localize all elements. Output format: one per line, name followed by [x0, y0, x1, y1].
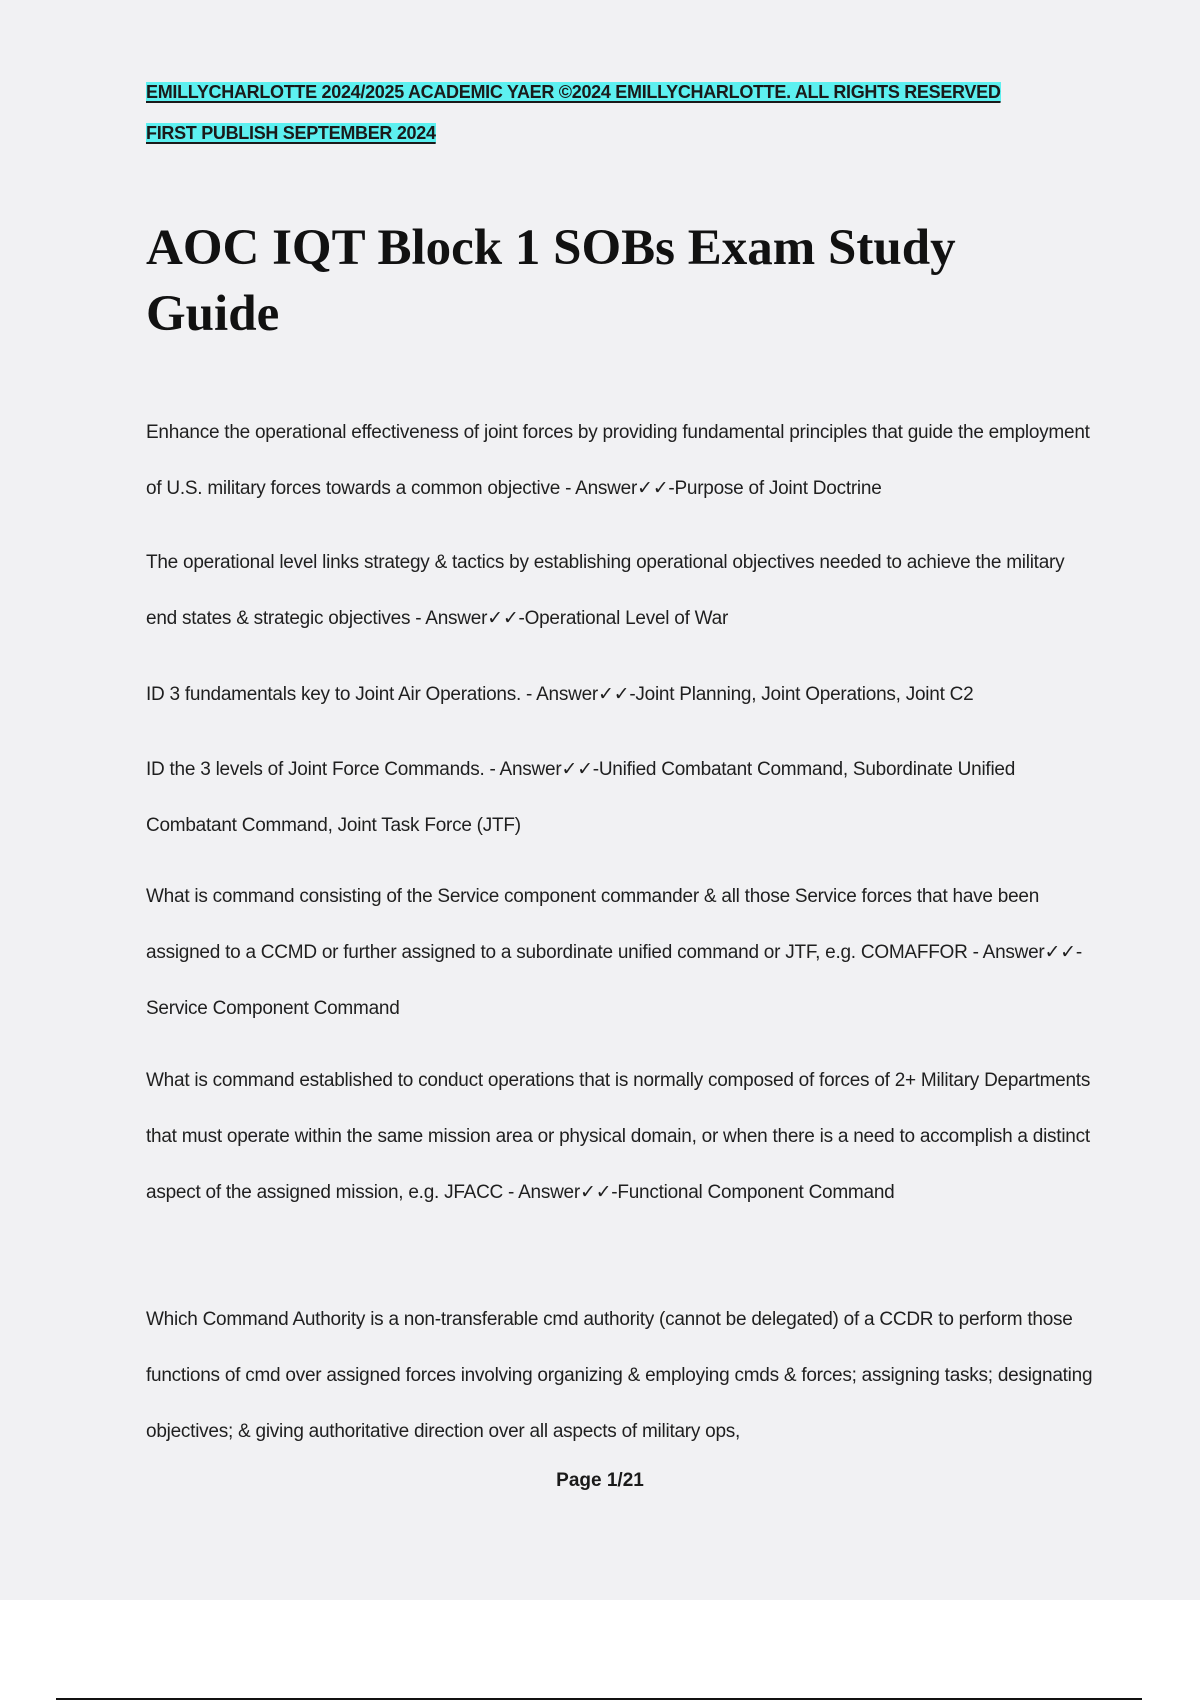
qa-item: Which Command Authority is a non-transferable cmd authority (cannot be delegated) of a CCDR to perform those functions of cmd over assigned forces involving organizing & employing cmds & forces; assigning tasks; designating objectives; & giving authoritative direction over all aspects of military ops, [146, 1309, 1093, 1442]
qa-item: What is command established to conduct operations that is normally composed of forces of 2+ Military Departments that must operate within the same mission area or physical domain, or when there is a need to accomplish a distinct aspect of the assigned mission, e.g. JFACC - Answer✓✓-Functional Component Command [146, 1070, 1091, 1203]
qa-item: The operational level links strategy & tactics by establishing operational objectives needed to achieve the military end states & strategic objectives - Answer✓✓-Operational Level of War [146, 552, 1065, 629]
qa-item: ID 3 fundamentals key to Joint Air Operations. - Answer✓✓-Joint Planning, Joint Operations, Joint C2 [146, 684, 974, 705]
qa-item: Enhance the operational effectiveness of joint forces by providing fundamental principles that guide the employment of U.S. military forces towards a common objective - Answer✓✓-Purpose of Joint Doctrine [146, 422, 1090, 499]
qa-item: What is command consisting of the Service component commander & all those Service forces that have been assigned to a CCMD or further assigned to a subordinate unified command or JTF, e.g. COMAFFOR - Answer✓✓-Service Component Command [146, 886, 1082, 1019]
publish-line: FIRST PUBLISH SEPTEMBER 2024 [146, 123, 436, 143]
qa-item: ID the 3 levels of Joint Force Commands. - Answer✓✓-Unified Combatant Command, Subordinate Unified Combatant Command, Joint Task Force (JTF) [146, 759, 1016, 836]
page-number: Page 1/21 [556, 1470, 644, 1491]
copyright-header [146, 72, 1086, 154]
copyright-line: EMILLYCHARLOTTE 2024/2025 ACADEMIC YAER ©2024 EMILLYCHARLOTTE. ALL RIGHTS RESERVED [146, 82, 1001, 102]
page-title: AOC IQT Block 1 SOBs Exam Study Guide [146, 220, 956, 342]
